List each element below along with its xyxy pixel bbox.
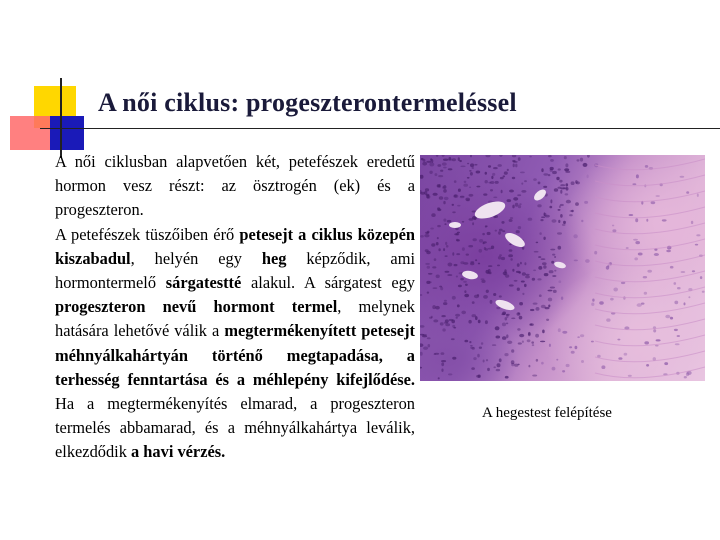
histology-image: [420, 155, 705, 381]
emphasized-text: sárgatestté: [165, 273, 242, 293]
body-text-segment: képződik, ami hormontermelő: [55, 248, 416, 293]
tissue-texture: [420, 155, 705, 381]
emphasized-text: heg: [261, 248, 287, 268]
decor-red-square: [10, 116, 52, 150]
emphasized-text: a havi vérzés.: [131, 442, 226, 462]
emphasized-text: petesejt a ciklus közepén kiszabadul: [55, 224, 415, 268]
body-text-segment: A női ciklusban alapvetően két, petefészek eredetű hormon vesz részt: az ösztrogén (ek) és a progeszteron.: [55, 152, 415, 220]
emphasized-text: megtermékenyített petesejt méhnyálkahártyán történő megtapadása, a terhesség fenntartása és a méhlepény kifejlődése.: [55, 321, 415, 389]
body-text-segment: , helyén egy: [130, 248, 262, 268]
body-paragraph: [55, 150, 415, 465]
body-text-segment: , melynek hatására lehetővé válik a: [55, 297, 415, 341]
emphasized-text: progeszteron nevű hormont termel: [55, 297, 338, 317]
body-text-segment: A petefészek tüszőiben érő: [55, 224, 240, 244]
decor-vertical-line: [60, 78, 62, 158]
body-text-segment: Ha a megtermékenyítés elmarad, a progeszteron termelés abbamarad, és a méhnyálkahártya leválik, elkezdődik: [55, 394, 415, 462]
image-caption: A hegestest felépítése: [482, 405, 612, 421]
decor-blue-square: [50, 116, 84, 150]
slide-title: A női ciklus: progeszterontermeléssel: [98, 88, 517, 117]
title-divider-line: [40, 128, 720, 129]
body-text-segment: alakul. A sárgatest egy: [241, 273, 415, 293]
